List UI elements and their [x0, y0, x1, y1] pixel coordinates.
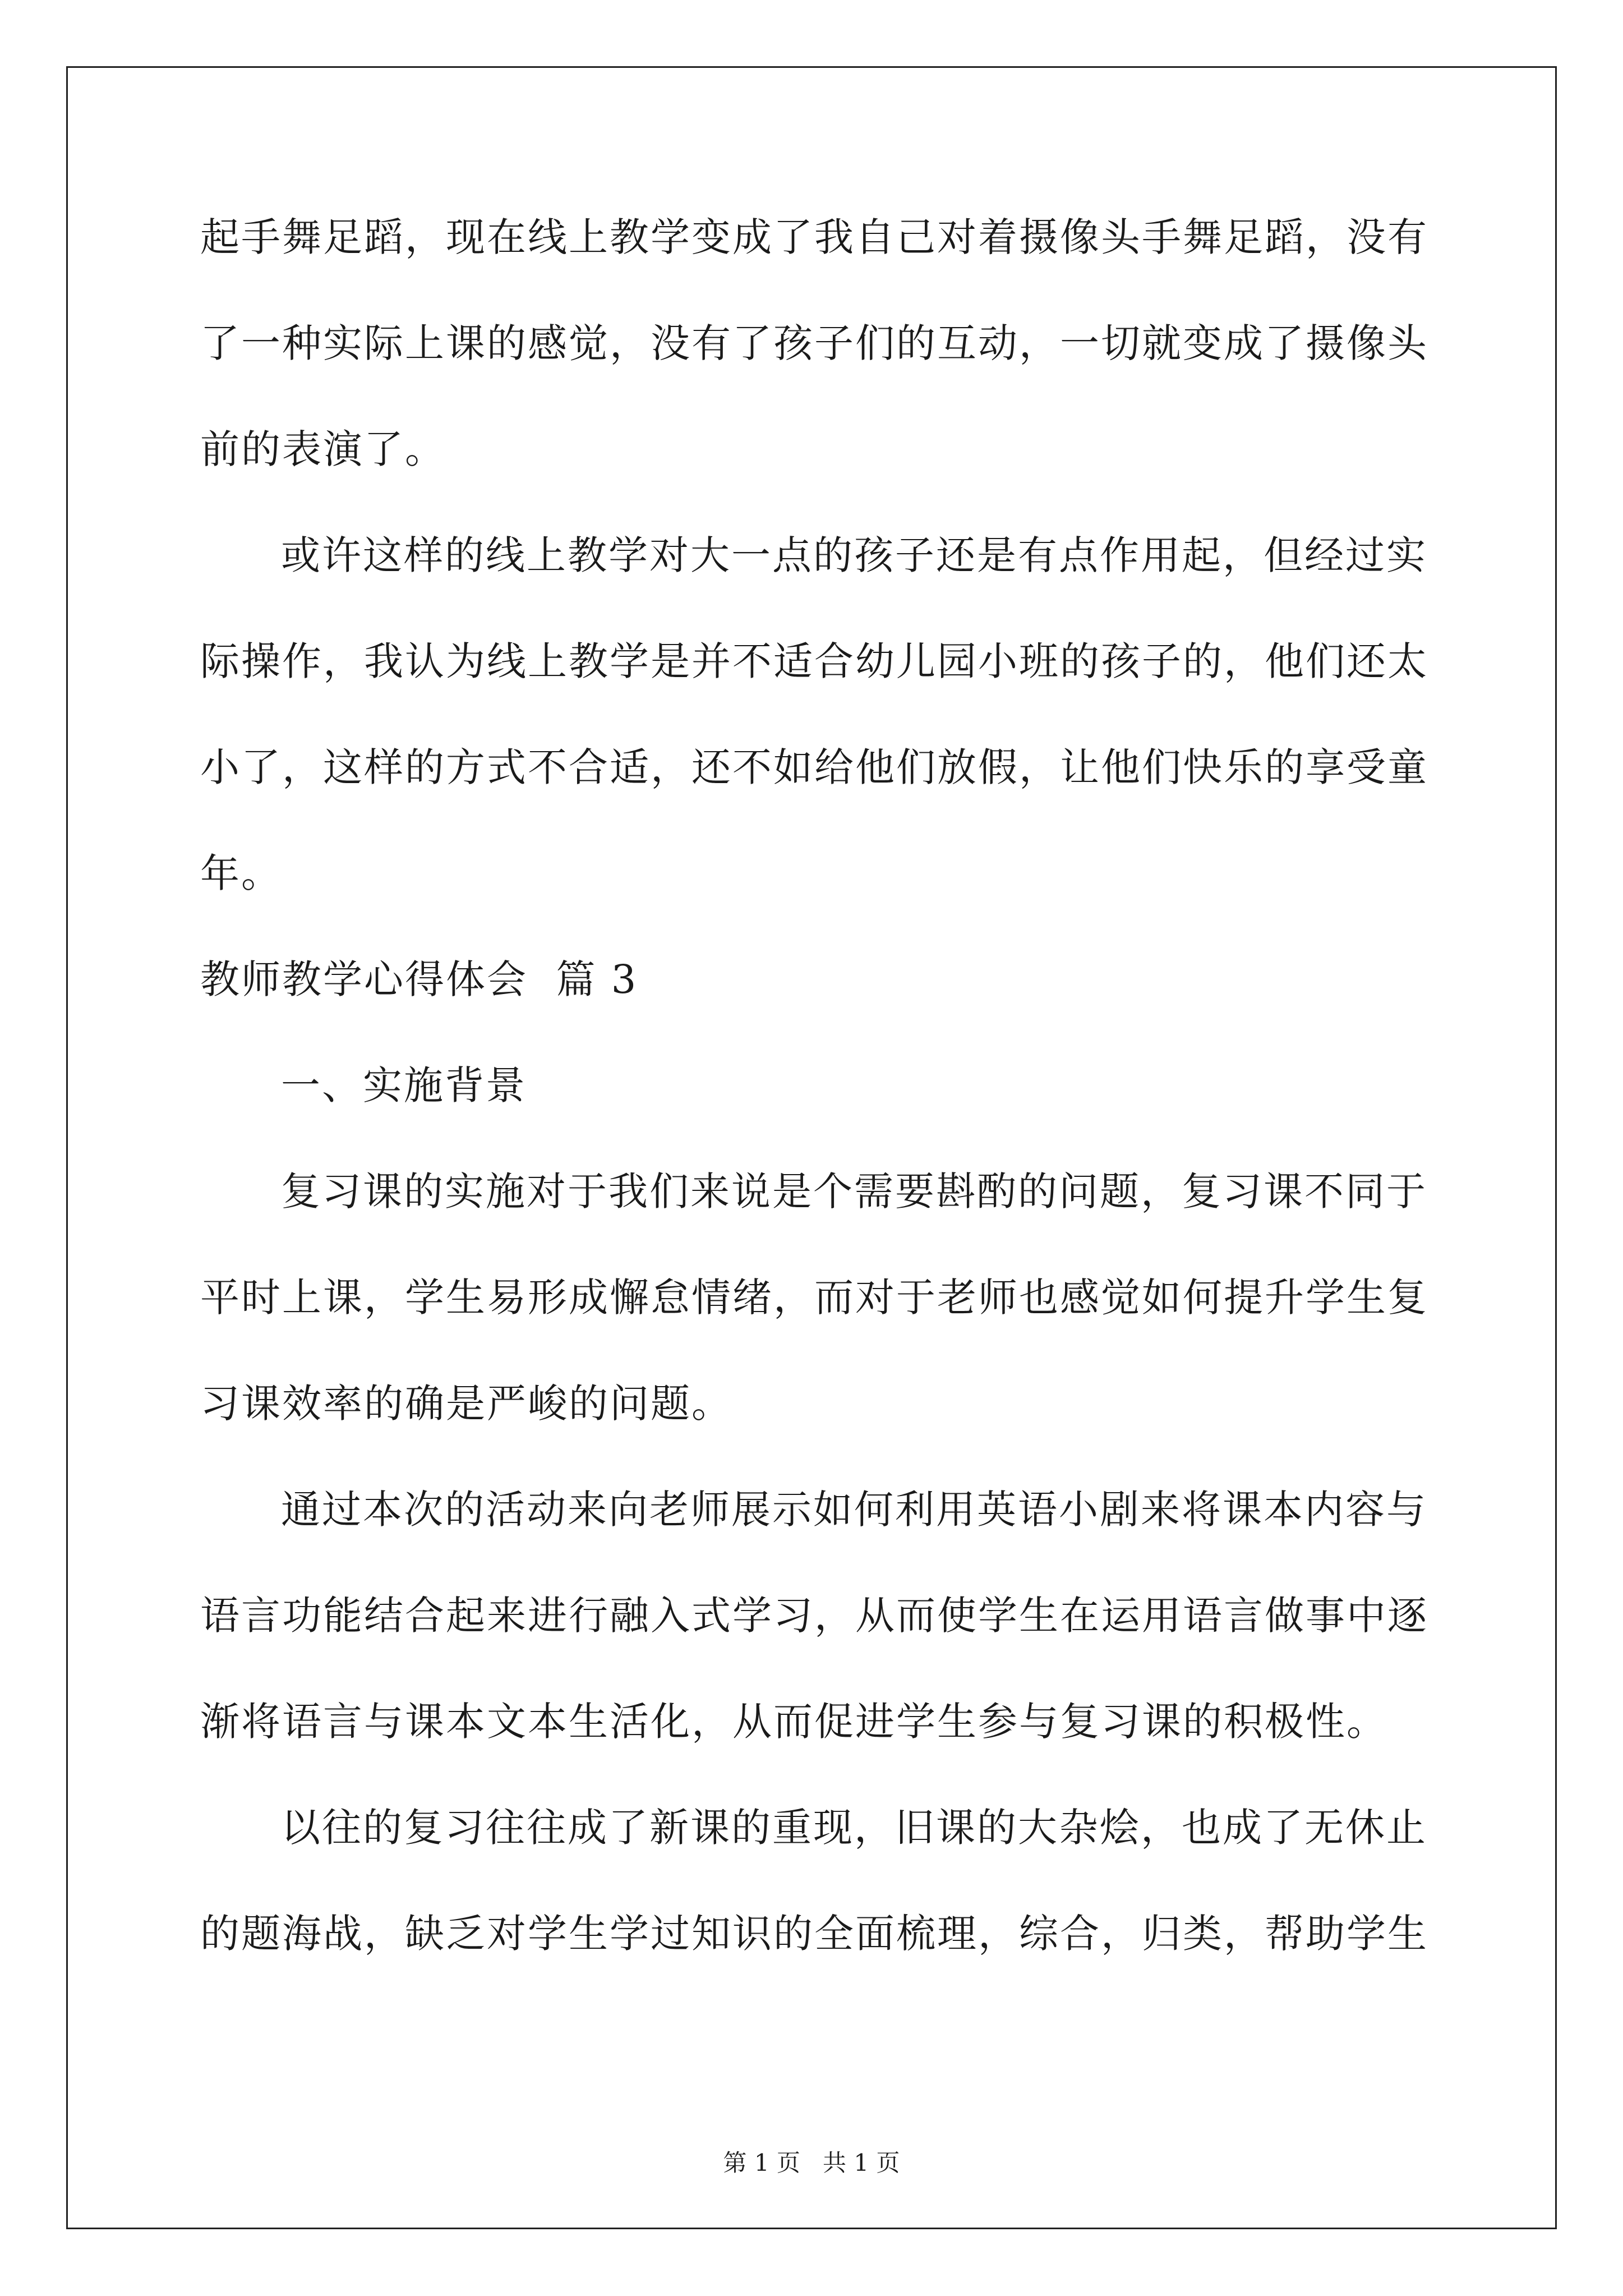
- section-heading: 教师教学心得体会 篇 3: [200, 956, 638, 1002]
- text-line: 起手舞足蹈，现在线上教学变成了我自己对着摄像头手舞足蹈，没有: [200, 214, 1428, 260]
- text-line: 年。: [200, 850, 282, 896]
- text-line: 语言功能结合起来进行融入式学习，从而使学生在运用语言做事中逐: [200, 1593, 1428, 1639]
- paragraph-start-line: 或许这样的线上教学对大一点的孩子还是有点作用起，但经过实: [281, 532, 1427, 578]
- text-line: 平时上课，学生易形成懈怠情绪，而对于老师也感觉如何提升学生复: [200, 1274, 1428, 1320]
- text-line: 习课效率的确是严峻的问题。: [200, 1381, 732, 1427]
- paragraph-start-line: 通过本次的活动来向老师展示如何利用英语小剧来将课本内容与: [281, 1487, 1427, 1533]
- text-line: 小了，这样的方式不合适，还不如给他们放假，让他们快乐的享受童: [200, 744, 1428, 790]
- page-footer: 第 1 页 共 1 页: [723, 2149, 900, 2177]
- text-line: 渐将语言与课本文本生活化，从而促进学生参与复习课的积极性。: [200, 1699, 1387, 1745]
- text-line: 际操作，我认为线上教学是并不适合幼儿园小班的孩子的，他们还太: [200, 638, 1428, 684]
- text-line: 前的表演了。: [200, 426, 446, 472]
- text-line: 了一种实际上课的感觉，没有了孩子们的互动，一切就变成了摄像头: [200, 320, 1428, 366]
- text-line: 的题海战，缺乏对学生学过知识的全面梳理，综合，归类，帮助学生: [200, 1911, 1428, 1957]
- paragraph-start-line: 复习课的实施对于我们来说是个需要斟酌的问题，复习课不同于: [281, 1168, 1427, 1214]
- page-border: [66, 66, 1557, 2229]
- paragraph-start-line: 以往的复习往往成了新课的重现，旧课的大杂烩，也成了无休止: [281, 1805, 1427, 1851]
- subheading: 一、实施背景: [281, 1062, 527, 1108]
